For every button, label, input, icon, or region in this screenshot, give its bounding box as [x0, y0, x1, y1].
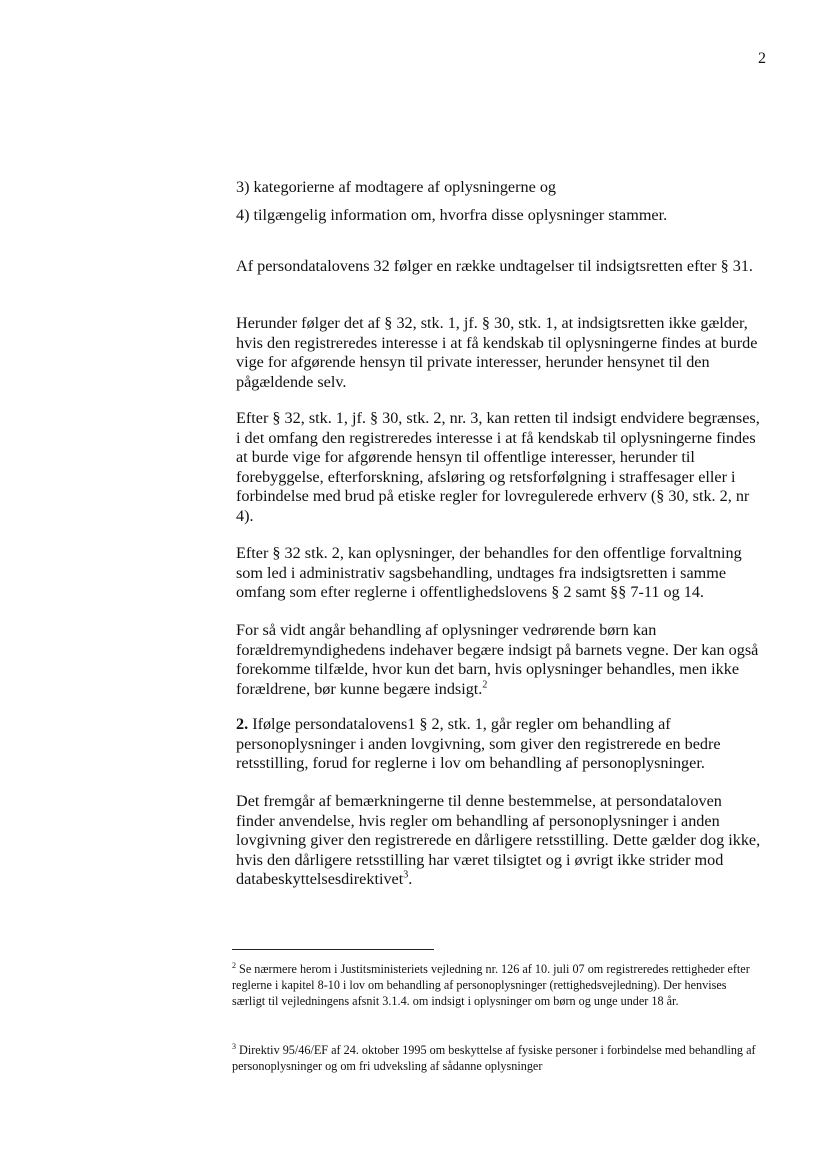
paragraph-section-2-text: Ifølge persondatalovens1 § 2, stk. 1, går regler om behandling af personoplysninger i anden lovgivning, som giver den registrerede en bedre retsstilling, forud for reglerne i lov om behandling af personoplysninger. — [236, 715, 721, 772]
list-item: 3) kategorierne af modtagere af oplysningerne og — [236, 178, 557, 196]
paragraph-children-text: For så vidt angår behandling af oplysninger vedrørende børn kan forældremyndighedens indehaver begære indsigt på barnets vegne. Der kan også forekomme tilfælde, hvor kun det barn, hvis oplysninger behandles, men ikke forældrene, bør kunne begære indsigt. — [236, 621, 759, 698]
footnote-3 — [232, 1042, 760, 1074]
paragraph-public-interests: Efter § 32, stk. 1, jf. § 30, stk. 2, nr. 3, kan retten til indsigt endvidere begrænses, i det omfang den registreredes interesse i at få kendskab til oplysningerne findes at burde vige for afgørende hensyn til offentlige interesser, herunder til forebyggelse, efterforskning, afsløring og retsforfølgning i straffesager eller i forbindelse med brud på etiske regler for lovregulerede erhverv (§ 30, stk. 2, nr 4). — [236, 409, 760, 525]
paragraph-public-administration: Efter § 32 stk. 2, kan oplysninger, der behandles for den offentlige forvaltning som led i administrativ sagsbehandling, undtages fra indsigtsretten i samme omfang som efter reglerne i offentlighedslovens § 2 samt §§ 7-11 og 14. — [236, 544, 742, 601]
footnote-text: Direktiv 95/46/EF af 24. oktober 1995 om beskyttelse af fysiske personer i forbindelse med behandling af personoplysninger og om fri udveksling af sådanne oplysninger — [232, 1043, 756, 1073]
footnote-number: 3 — [232, 1041, 236, 1051]
footnote-number: 2 — [232, 960, 236, 970]
paragraph-section-2 — [236, 715, 764, 774]
paragraph-exceptions: Af persondatalovens 32 følger en række undtagelser til indsigtsretten efter § 31. — [236, 257, 753, 275]
footnote-ref-3[interactable]: 3 — [403, 869, 409, 881]
footnote-2 — [232, 961, 760, 1009]
paragraph-remarks — [236, 792, 764, 890]
paragraph-children — [236, 621, 764, 699]
list-item: 4) tilgængelig information om, hvorfra disse oplysninger stammer. — [236, 205, 668, 224]
footnote-divider — [232, 949, 434, 950]
paragraph-remarks-end: . — [408, 870, 413, 888]
footnote-ref-2[interactable]: 2 — [482, 679, 488, 691]
page-number: 2 — [758, 50, 766, 67]
paragraph-remarks-text: Det fremgår af bemærkningerne til denne bestemmelse, at persondataloven finder anvendelse, hvis regler om behandling af personoplysninger i anden lovgivning giver den registrerede en dårligere retsstilling. Dette gælder dog ikke, hvis den dårligere retsstilling har været tilsigtet og i øvrigt ikke strider mod databeskyttelsesdirektivet — [236, 792, 761, 888]
section-number: 2. — [236, 715, 249, 733]
numbered-list — [236, 178, 764, 233]
footnote-text: Se nærmere herom i Justitsministeriets vejledning nr. 126 af 10. juli 07 om registreredes rettigheder efter reglerne i kapitel 8-10 i lov om behandling af personoplysninger (rettighedsvejledning). Der henvises særligt til vejledningens afsnit 3.1.4. om indsigt i oplysninger om børn og unge under 18 år. — [232, 962, 750, 1008]
paragraph-private-interests: Herunder følger det af § 32, stk. 1, jf. § 30, stk. 1, at indsigtsretten ikke gælder, hvis den registreredes interesse i at få kendskab til oplysningerne findes at burde vige for afgørende hensyn til private interesser, herunder hensynet til den pågældende selv. — [236, 314, 758, 391]
